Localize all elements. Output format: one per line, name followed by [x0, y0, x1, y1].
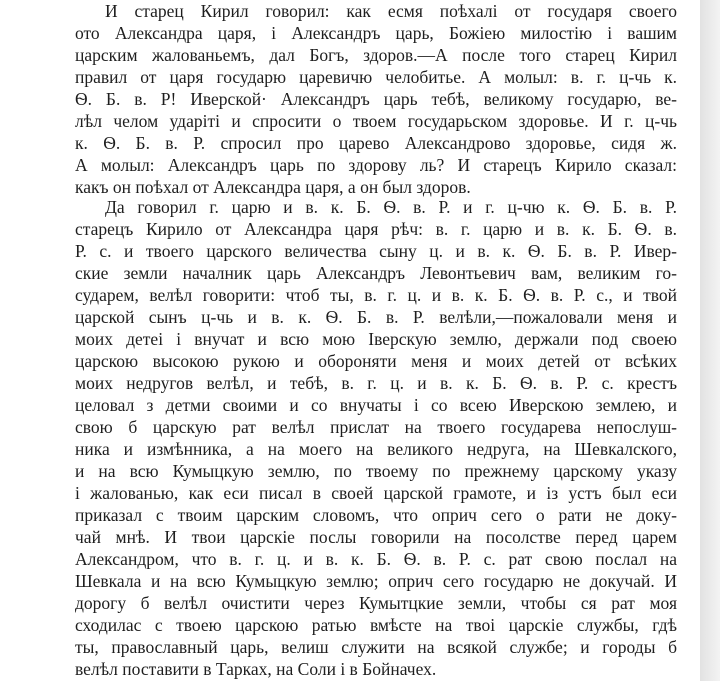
page-edge-shadow — [700, 0, 720, 681]
text-line: Р. с. и твоего царского величества сыну ц. и в. к. Ѳ. Б. в. Р. Ивер- — [75, 241, 677, 261]
text-line: велѣл поставити в Тарках, на Соли і в Бойначех. — [75, 659, 437, 679]
paragraph-2 — [75, 196, 677, 680]
text-line: старецъ Кирило от Александра царя рѣч: в. г. царю и в. к. Б. Ѳ. в. — [75, 219, 677, 239]
text-line: к. Ѳ. Б. в. Р. спросил про царево Александрово здоровье, сидя ж. — [75, 133, 677, 153]
text-line: правил от царя государю царевичю челобитье. А молыл: в. г. ц-чь к. — [75, 67, 677, 87]
text-line: Да говорил г. царю и в. к. Б. Ѳ. в. Р. и г. ц-чю к. Ѳ. Б. в. Р. — [105, 197, 677, 217]
text-line: моих недругов велѣл, и тебѣ, в. г. ц. и в. к. Б. Ѳ. в. Р. с. крестъ — [75, 373, 677, 393]
paragraph-1 — [75, 0, 677, 198]
text-line: Александром, что в. г. ц. и в. к. Б. Ѳ. в. Р. с. рат свою послал на — [75, 549, 677, 569]
text-line: ты, православный царь, велиш служити на всякой службе; и городы б — [75, 637, 677, 657]
text-line: дорогу б велѣл очистити через Кумытцкие земли, чтобы ся рат моя — [75, 593, 677, 613]
text-line: і жалованью, как еси писал в своей царской грамоте, и із устъ был еси — [75, 483, 677, 503]
text-line: царскою высокою рукою и обороняти меня и моих детей от всѣких — [75, 351, 677, 371]
text-line: ника и измѣнника, а на моего на великого недруга, на Шевкалского, — [75, 439, 677, 459]
text-line: сударем, велѣл говорити: чтоб ты, в. г. ц. и в. к. Б. Ѳ. в. Р. с., и твой — [75, 285, 677, 305]
text-line: Шевкала и на всю Кумыцкую землю; оприч сего государю не докучай. И — [75, 571, 677, 591]
text-line: И старец Кирил говорил: как есмя поѣхалі от государя своего — [105, 1, 677, 21]
text-line: Ѳ. Б. в. Р! Иверской· Александръ царь тебѣ, великому государю, ве- — [75, 89, 677, 109]
text-line: свою б царскую рат велѣл прислат на твоего государева непослуш- — [75, 417, 677, 437]
text-line: целовал з детми своими и со внучаты і со всею Иверскою землею, и — [75, 395, 677, 415]
text-line: чай мнѣ. И твои царскіе послы говорили на посолстве перед царем — [75, 527, 677, 547]
text-line: царским жалованьемъ, дал Богъ, здоров.—А после того старец Кирил — [75, 45, 677, 65]
text-line: царской сынъ ц-чь и в. к. Ѳ. Б. в. Р. велѣли,—пожаловали меня и — [75, 307, 677, 327]
text-line: ские земли началник царь Александръ Левонтьевич вам, великим го- — [75, 263, 677, 283]
text-line: ото Александра царя, і Александръ царь, Божіею милостію і вашим — [75, 23, 677, 43]
text-line: сходилас с твоею царскою ратью вмѣсте на твоі царскіе службы, гдѣ — [75, 615, 677, 635]
text-line: моих детеі і внучат и всю мою Іверскую землю, держали под своею — [75, 329, 677, 349]
text-line: приказал с твоим царским словомъ, что оприч сего о рати не доку- — [75, 505, 677, 525]
text-line: какъ он поѣхал от Александра царя, а он был здоров. — [75, 177, 471, 197]
text-line: А молыл: Александръ царь по здорову ль? И старецъ Кирило сказал: — [75, 155, 677, 175]
text-line: лѣл челом ударіті и спросити о твоем государьском здоровье. И г. ц-чь — [75, 111, 677, 131]
text-line: и на всю Кумыцкую землю, по твоему по прежнему царскому указу — [75, 461, 677, 481]
